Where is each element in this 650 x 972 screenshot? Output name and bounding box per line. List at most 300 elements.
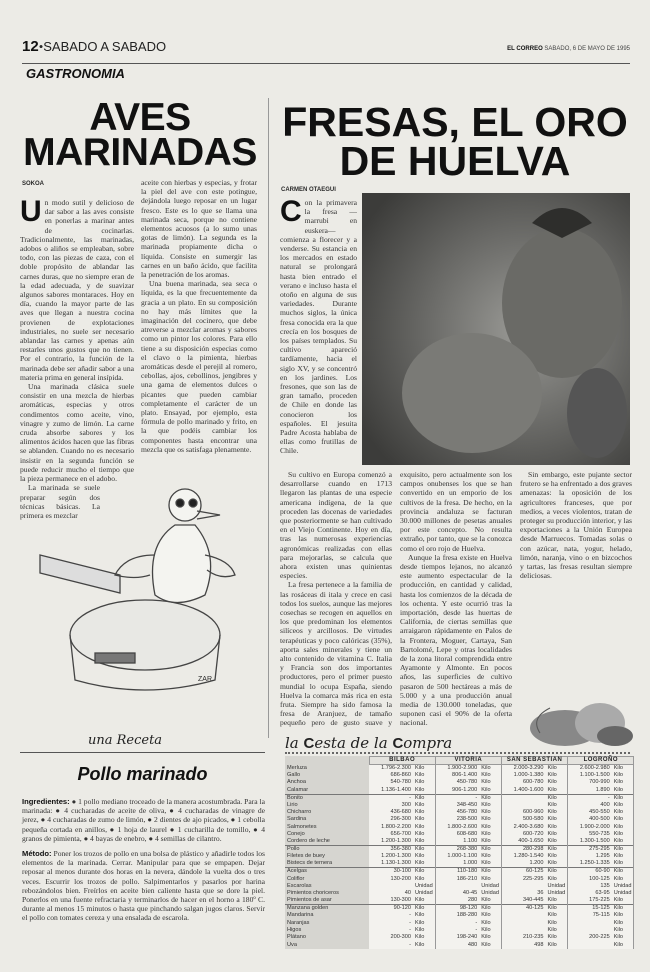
price-cell: 1.890	[568, 787, 612, 795]
unit-cell: Kilo	[479, 920, 501, 927]
price-cell: 1.900-2.900	[435, 765, 479, 773]
product-name: Conejo	[285, 831, 369, 838]
table-row	[285, 905, 634, 913]
unit-cell: Kilo	[479, 912, 501, 919]
price-cell: 36	[501, 890, 545, 897]
price-cell: 40-125	[501, 905, 545, 913]
price-cell: 280	[435, 897, 479, 905]
price-cell: -	[369, 941, 413, 948]
unit-cell: Kilo	[413, 816, 435, 823]
recipe-method	[22, 849, 265, 923]
unit-cell: Kilo	[545, 860, 567, 868]
unit-cell: Kilo	[545, 934, 567, 941]
headline-line: MARINADAS	[23, 131, 257, 175]
unit-cell: Kilo	[612, 772, 634, 779]
product-name: Manzana golden	[285, 905, 369, 913]
unit-cell: Kilo	[612, 787, 634, 795]
price-cell: 63-95	[568, 890, 612, 897]
unit-cell: Kilo	[479, 846, 501, 854]
product-name: Coliflor	[285, 875, 369, 882]
price-cell	[501, 920, 545, 927]
price-cell: 1.130-1.300	[369, 860, 413, 868]
price-cell: 480	[435, 941, 479, 948]
unit-cell: Kilo	[413, 765, 435, 773]
price-cell	[568, 920, 612, 927]
price-cell: 806-1.400	[435, 772, 479, 779]
unit-cell: Unidad	[545, 883, 567, 890]
price-cell: 356-380	[369, 846, 413, 854]
price-cell: 98-120	[435, 905, 479, 913]
product-name: Higos	[285, 927, 369, 934]
table-row	[285, 875, 634, 882]
price-cell: -	[568, 794, 612, 802]
drop-cap: C	[280, 198, 302, 228]
unit-cell: Kilo	[545, 941, 567, 948]
unit-cell: Kilo	[413, 927, 435, 934]
price-cell: 686-860	[369, 772, 413, 779]
unit-cell: Kilo	[413, 897, 435, 905]
price-cell: 1.300-1.500	[568, 838, 612, 846]
price-cell: 296-300	[369, 816, 413, 823]
price-cell	[501, 912, 545, 919]
price-cell: 210-235	[501, 934, 545, 941]
unit-cell: Kilo	[612, 905, 634, 913]
recipe-ingredients	[22, 797, 265, 843]
unit-cell: Kilo	[545, 816, 567, 823]
unit-cell: Kilo	[612, 794, 634, 802]
price-cell: 1.295	[568, 853, 612, 860]
recipe-body	[22, 797, 265, 923]
table-row	[285, 809, 634, 816]
price-cell: 1.100	[435, 838, 479, 846]
price-cell: 175-225	[568, 897, 612, 905]
price-cell: -	[369, 927, 413, 934]
price-cell: 436-680	[369, 809, 413, 816]
price-cell: 1.800-2.600	[435, 823, 479, 830]
unit-cell: Kilo	[413, 831, 435, 838]
product-name: Uva	[285, 941, 369, 948]
price-cell: 1.100-1.500	[568, 772, 612, 779]
price-cell	[501, 883, 545, 890]
product-name: Mandarina	[285, 912, 369, 919]
subsection-title: GASTRONOMIA	[26, 66, 125, 81]
bullet: •	[38, 39, 44, 54]
unit-cell: Kilo	[545, 868, 567, 876]
unit-cell: Kilo	[545, 897, 567, 905]
method-text: Poner los trozos de pollo en una bolsa de plástico y añadirle todos los elementos de la marinada. Cerrar. Manipular para que se empapen. Dejar reposar al menos durante dos horas en la nevera, dándole la vuelta dos o tres veces. Escurrir los trozos de pollo. Salpimentarlos y pasarlos por harina rebozándolos bien. Freírlos en aceite bien caliente hasta que se dore la piel. Ponerlos en una fuente refractaria y terminarlos de hacer en el horno a 180º C. durante al menos 15 minutos o hasta que pinchando salgan jugos claros. Servir el pollo con tomates cereza y una ensalada de escarola.	[22, 849, 265, 923]
table-row	[285, 779, 634, 786]
unit-cell: Unidad	[413, 890, 435, 897]
price-cell: 400-500	[568, 816, 612, 823]
unit-cell: Kilo	[612, 912, 634, 919]
city-header: SAN SEBASTIAN	[501, 757, 567, 765]
product-name: Pimientos de asar	[285, 897, 369, 905]
paragraph: La marinada se suele preparar según dos técnicas básicas. La primera es mezclar	[20, 483, 100, 520]
product-name: Merluza	[285, 765, 369, 773]
product-name: Anchoa	[285, 779, 369, 786]
table-row	[285, 772, 634, 779]
paragraph: aceite con hierbas y especias, y frotar la piel del ave con este potingue, dejándola luego reposar en un lugar fresco. Este es lo que se llama una marinada seca, porque no contiene elementos acuosos (a lo sumo unas gotas de limón). La segunda es la marinada propiamente dicha o líquida. Consiste en sumergir las carnes en un baño ácido, que facilita la penetración de los aromas.	[141, 178, 257, 280]
unit-cell: Kilo	[612, 823, 634, 830]
table-row	[285, 868, 634, 876]
price-cell: -	[435, 920, 479, 927]
unit-cell: Kilo	[479, 868, 501, 876]
table-row	[285, 897, 634, 905]
unit-cell: Kilo	[612, 934, 634, 941]
unit-cell: Kilo	[545, 875, 567, 882]
divider	[20, 752, 265, 753]
title-part: esta de la	[314, 734, 393, 752]
unit-cell: Kilo	[612, 838, 634, 846]
price-cell	[568, 941, 612, 948]
unit-cell: Kilo	[413, 787, 435, 795]
price-cell: 60-125	[501, 868, 545, 876]
price-cell	[369, 883, 413, 890]
product-name: Naranjas	[285, 920, 369, 927]
price-cell: 1.800-2.200	[369, 823, 413, 830]
product-name: Pimientos choriceros	[285, 890, 369, 897]
price-cell: 60-90	[568, 868, 612, 876]
unit-cell: Kilo	[413, 860, 435, 868]
vegetables-illustration	[520, 688, 635, 750]
price-cell: 600-720	[501, 831, 545, 838]
unit-cell: Kilo	[545, 927, 567, 934]
table-row	[285, 860, 634, 868]
product-name: Chicharro	[285, 809, 369, 816]
table-row	[285, 816, 634, 823]
product-name: Bonito	[285, 794, 369, 802]
unit-cell: Kilo	[479, 779, 501, 786]
unit-cell: Kilo	[413, 868, 435, 876]
product-name: Sardina	[285, 816, 369, 823]
price-cell: 135	[568, 883, 612, 890]
price-cell: 225-295	[501, 875, 545, 882]
unit-cell: Kilo	[612, 809, 634, 816]
unit-cell: Kilo	[479, 875, 501, 882]
product-name: Escarolas	[285, 883, 369, 890]
unit-cell: Kilo	[413, 772, 435, 779]
unit-cell: Kilo	[545, 838, 567, 846]
unit-cell: Kilo	[413, 934, 435, 941]
unit-cell: Kilo	[612, 920, 634, 927]
table-row	[285, 934, 634, 941]
unit-cell: Kilo	[479, 941, 501, 948]
price-cell: 1.280-1.540	[501, 853, 545, 860]
price-cell: 200-300	[369, 934, 413, 941]
city-header: LOGROÑO	[568, 757, 634, 765]
price-cell: 600-960	[501, 809, 545, 816]
price-table-wrap	[285, 756, 634, 949]
price-cell: 1.400-1.600	[501, 787, 545, 795]
unit-cell: Kilo	[612, 860, 634, 868]
table-row	[285, 853, 634, 860]
price-cell: 110-180	[435, 868, 479, 876]
price-cell: 268-380	[435, 846, 479, 854]
unit-cell: Kilo	[612, 897, 634, 905]
paragraph: n modo sutil y delicioso de dar sabor a las aves consiste en ponerlas a marinar antes de cocinarlas. Tradicionalmente, las marinadas, adobos o aliños se empleaban, sobre todo, con las piezas de caza, con el doble propósito de ablandar las carnes duras, que no siempre eran de la edad adecuada, y de suavizar algunos sabores montaraces. Hoy en día, cuando la mayor parte de las aves que llegan a nuestra cocina provienen de explotaciones industriales, no suele ser necesario ablandar las carnes y apenas aún restarles unos gustos que no tienen. Por el contrario, la función de la marinada debe ser añadir sabor a una materia prima en general insípida.	[20, 198, 134, 382]
unit-cell: Kilo	[413, 846, 435, 854]
price-cell: 400	[568, 802, 612, 809]
unit-cell: Kilo	[612, 816, 634, 823]
table-body	[285, 765, 634, 949]
unit-cell: Kilo	[612, 927, 634, 934]
strawberry-photo	[362, 193, 630, 465]
unit-cell: Kilo	[479, 897, 501, 905]
city-header: BILBAO	[369, 757, 435, 765]
product-name: Pollo	[285, 846, 369, 854]
price-cell: 1.796-2.300	[369, 765, 413, 773]
unit-cell: Kilo	[545, 802, 567, 809]
unit-cell: Kilo	[612, 779, 634, 786]
price-cell	[501, 927, 545, 934]
unit-cell: Unidad	[612, 883, 634, 890]
price-cell	[501, 802, 545, 809]
paragraph: Su cultivo en Europa comenzó a desarrollarse cuando en 1713 llegaron las plantas de una especie americana indígena, de la que proceden las docenas de variedades que posteriormente se han cultivado en el Viejo Continente. Hoy en día, tras las numerosas experiencias agronómicas realizadas con ellas para mejorarlas, se calcula que ahora existen unas quinientas especies.	[280, 470, 392, 581]
product-name: Salmonetes	[285, 823, 369, 830]
price-cell: 450-550	[568, 809, 612, 816]
price-cell: 1.250-1.335	[568, 860, 612, 868]
unit-cell: Kilo	[479, 838, 501, 846]
table-row	[285, 823, 634, 830]
unit-cell: Kilo	[612, 846, 634, 854]
unit-cell: Unidad	[479, 883, 501, 890]
table-row	[285, 838, 634, 846]
unit-cell: Kilo	[413, 905, 435, 913]
price-cell: 1.200-1.300	[369, 838, 413, 846]
price-cell: 1.200	[501, 860, 545, 868]
title-part: ompra	[403, 734, 453, 752]
unit-cell: Kilo	[479, 927, 501, 934]
price-cell: 200-225	[568, 934, 612, 941]
city-header: VITORIA	[435, 757, 501, 765]
issue-date: SABADO, 6 DE MAYO DE 1995	[544, 46, 630, 52]
unit-cell: Unidad	[413, 883, 435, 890]
paragraph: Sin embargo, este pujante sector frutero se ha enfrentado a dos graves amenazas: la oposición de los agricultores franceses, que por medios, a veces violentos, tratan de proteger su producción interior, y las exportaciones a la Unión Europea desde Marruecos. Tomadas solas o con azúcar, nata, yogur, helado, limón, naranja, vino o en bizcochos y tartas, las fresas resultan siempre deliciosas.	[520, 470, 632, 581]
aves-headline	[20, 96, 260, 175]
paragraph: Aunque la fresa existe en Huelva desde tiempos lejanos, no alcanzó este aumento espectacular de la producción, en cantidad y calidad, hasta los comienzos de la década de los ochenta. Y este ocurrió tras la importación, desde las huertas de California, de ciertas semillas que arraigaron rápidamente en Palos de la Frontera, Moguer, Cartaya, San Bartolomé, Lepe y otras localidades de la zona litoral comprendida entre Ayamonte y Almonte. En pocos años, las superficies de cultivo pasaron de 500 hectáreas a más de 5.000 y a una producción anual media de 130.000 toneladas, que suponen casi el 90% de la oferta nacional.	[400, 552, 512, 728]
table-row	[285, 890, 634, 897]
headline-line: DE HUELVA	[339, 137, 571, 184]
section-name: SABADO A SABADO	[43, 39, 167, 54]
headline-line: FRESAS, EL ORO	[282, 99, 628, 145]
unit-cell: Kilo	[545, 809, 567, 816]
receta-kicker: una Receta	[88, 733, 163, 748]
unit-cell: Kilo	[479, 823, 501, 830]
unit-cell: Kilo	[479, 905, 501, 913]
price-cell	[435, 883, 479, 890]
unit-cell: Kilo	[413, 875, 435, 882]
table-row	[285, 941, 634, 948]
title-part: la	[285, 734, 304, 752]
unit-cell: Kilo	[413, 838, 435, 846]
byline: CARMEN OTAEGUI	[281, 187, 336, 193]
table-row	[285, 802, 634, 809]
product-name: Plátano	[285, 934, 369, 941]
masthead-date	[507, 46, 630, 52]
unit-cell: Kilo	[479, 853, 501, 860]
unit-cell: Kilo	[612, 802, 634, 809]
unit-cell: Kilo	[413, 823, 435, 830]
unit-cell: Kilo	[479, 831, 501, 838]
byline: SOKOA	[22, 181, 45, 187]
table-row	[285, 787, 634, 795]
price-cell: 600-780	[501, 779, 545, 786]
table-row	[285, 794, 634, 802]
unit-cell: Kilo	[479, 816, 501, 823]
unit-cell: Kilo	[413, 802, 435, 809]
price-cell: 450-780	[435, 779, 479, 786]
unit-cell: Kilo	[413, 912, 435, 919]
price-cell: 2.400-3.680	[501, 823, 545, 830]
unit-cell: Unidad	[545, 890, 567, 897]
price-cell: 30-100	[369, 868, 413, 876]
drop-cap: U	[20, 198, 42, 228]
table-row	[285, 883, 634, 890]
cesta-title	[285, 734, 452, 752]
price-cell: 608-680	[435, 831, 479, 838]
unit-cell: Kilo	[545, 794, 567, 802]
price-cell: 700-990	[568, 779, 612, 786]
price-cell: 498	[501, 941, 545, 948]
unit-cell: Kilo	[479, 802, 501, 809]
price-cell: 188-280	[435, 912, 479, 919]
unit-cell: Kilo	[413, 853, 435, 860]
price-cell: 340-445	[501, 897, 545, 905]
price-cell: 1.136-1.400	[369, 787, 413, 795]
price-cell: -	[435, 927, 479, 934]
unit-cell: Kilo	[479, 765, 501, 773]
price-cell: 40	[369, 890, 413, 897]
unit-cell: Kilo	[545, 787, 567, 795]
page-number: 12	[22, 38, 39, 55]
paragraph: La fresa pertenece a la familia de las rosáceas di itala y crece en casi todos los suelos, aunque las mejores cosechas se recogen en aquellos en los que predominan los elementos silíceos y arcillosos. De virtudes terapéuticas y poco calóricas (35%), aporta sales minerales y tiene un alto contenido de vitamina C. Italia y Francia son dos importantes productores, pero el primer puesto mundial lo ocupa España, siendo Huelva la comarca más rica en esta fruta. Siempre ha sido famosa la fresa de Aranjuez, de tamaño pequeño pero de gusto suave y exquisito, pero actualmente son los campos onubenses los que se han convertido en un emporio de los cultivos de la fresa. De hecho, en la provincia andaluza se facturan 30.000 millones de pesetas anuales por este concepto. No resulta extraño, por tanto, que se la conozca como el oro rojo de Huelva.	[280, 470, 512, 728]
paragraph: Una marinada clásica suele consistir en una mezcla de hierbas aromáticas, especias y otros condimentos como aceite, vino, vinagre y zumo de limón. La carne cruda absorbe sabores y los alimentos ácidos hacen que las fibras se ablanden. Cuando no es necesario insistir en la segunda función se puede reducir mucho el tiempo que la pieza permanece en el adobo.	[20, 382, 134, 484]
price-cell: 550-735	[568, 831, 612, 838]
price-cell: 75-115	[568, 912, 612, 919]
bird-pot-illustration	[25, 485, 260, 695]
table-row	[285, 765, 634, 773]
product-name: Gallo	[285, 772, 369, 779]
unit-cell: Kilo	[612, 868, 634, 876]
unit-cell: Kilo	[479, 772, 501, 779]
price-cell: 238-500	[435, 816, 479, 823]
table-row	[285, 846, 634, 854]
product-name: Cordero de leche	[285, 838, 369, 846]
product-name: Lirio	[285, 802, 369, 809]
unit-cell: Kilo	[545, 920, 567, 927]
price-cell: 1.000	[435, 860, 479, 868]
unit-cell: Kilo	[479, 860, 501, 868]
unit-cell: Kilo	[545, 823, 567, 830]
product-name: Filetes de buey	[285, 853, 369, 860]
illustration-signature: ZAR.	[198, 676, 214, 683]
price-cell: 1.000-1.380	[501, 772, 545, 779]
price-cell: 198-240	[435, 934, 479, 941]
price-cell: 1.000-1.100	[435, 853, 479, 860]
table-row	[285, 920, 634, 927]
price-cell: 300	[369, 802, 413, 809]
unit-cell: Kilo	[413, 941, 435, 948]
price-cell: 280-298	[501, 846, 545, 854]
price-cell: 456-780	[435, 809, 479, 816]
price-cell: 40-45	[435, 890, 479, 897]
corner-cell	[285, 757, 369, 765]
price-cell: 130-300	[369, 897, 413, 905]
unit-cell: Kilo	[479, 787, 501, 795]
price-cell: 15-125	[568, 905, 612, 913]
aves-column-2	[141, 178, 257, 478]
price-cell: 1.900-2.000	[568, 823, 612, 830]
fresas-column-1	[280, 198, 357, 468]
unit-cell: Kilo	[545, 831, 567, 838]
price-cell: 906-1.200	[435, 787, 479, 795]
price-cell: 1.200-1.300	[369, 853, 413, 860]
unit-cell: Kilo	[612, 941, 634, 948]
price-cell: 90-120	[369, 905, 413, 913]
price-cell: 500-580	[501, 816, 545, 823]
price-cell: 186-210	[435, 875, 479, 882]
price-cell: 348-450	[435, 802, 479, 809]
column-rule	[268, 98, 269, 738]
price-cell: 2.000-3.290	[501, 765, 545, 773]
unit-cell: Unidad	[612, 890, 634, 897]
unit-cell: Kilo	[612, 853, 634, 860]
recipe-title: Pollo marinado	[77, 764, 208, 784]
product-name: Bistecs de ternera	[285, 860, 369, 868]
unit-cell: Kilo	[545, 912, 567, 919]
price-cell: 400-1.650	[501, 838, 545, 846]
fresas-headline	[275, 99, 635, 184]
unit-cell: Kilo	[413, 920, 435, 927]
table-row	[285, 912, 634, 919]
unit-cell: Kilo	[545, 905, 567, 913]
paragraph: on la primavera la fresa —marrubi en euskera— comienza a florecer y a venderse. Su estancia en los mercados en estado natural se prolongará hasta bien entrado el verano e incluso hasta el otoño en alguna de sus variedades. Durante muchos siglos, la única fresa conocida era la que crecía en los bosques de los países templados. Su cultivo apareció tardíamente, hacia el siglo XV, y se concentró en los jardines. Los fresones, que son las de gran tamaño, proceden de Chile en donde las conocieron los españoles. El jesuita Padre Acosta hablaba de ellas como frutillas de Chile.	[280, 198, 357, 456]
unit-cell: Unidad	[479, 890, 501, 897]
product-name: Calamar	[285, 787, 369, 795]
aves-column-1	[20, 198, 134, 523]
unit-cell: Kilo	[612, 831, 634, 838]
paragraph: Una buena marinada, sea seca o líquida, es la que frecuentemente da gracia a un plato. En su composición no hay más límites que la imaginación del cocinero, que debe atreverse a mezclar aromas y sabores como un pintor los colores. Para ello tiene a su disposición especias como el clavo o la pimienta, hierbas aromáticas desde el perejil al romero, cebollas, ajos, cebollinos, jengibres y una gama de elementos dulces o picantes que pueden cambiar completamente el carácter de un plato. Ensayad, por ejemplo, esta fórmula de pollo marinado y frito, en la que podéis cambiar los componentes hasta encontrar una mezcla que os satisfaga plenamente.	[141, 279, 257, 454]
price-cell	[568, 927, 612, 934]
unit-cell: Kilo	[479, 934, 501, 941]
unit-cell: Kilo	[479, 809, 501, 816]
price-cell: -	[369, 794, 413, 802]
table-row	[285, 927, 634, 934]
price-cell: 540-780	[369, 779, 413, 786]
title-part: C	[392, 735, 404, 752]
price-cell: 100-125	[568, 875, 612, 882]
page-header	[22, 38, 630, 64]
headline-line: AVES	[89, 96, 191, 139]
unit-cell: Kilo	[545, 853, 567, 860]
price-cell: -	[369, 912, 413, 919]
unit-cell: Kilo	[612, 875, 634, 882]
title-part: C	[303, 735, 315, 752]
dotted-divider	[285, 752, 630, 754]
ingredients-label: Ingredientes:	[22, 797, 70, 806]
unit-cell: Kilo	[545, 779, 567, 786]
method-label: Método:	[22, 849, 52, 859]
price-cell: 656-700	[369, 831, 413, 838]
unit-cell: Kilo	[545, 765, 567, 773]
ingredients-text: ● 1 pollo mediano troceado de la manera acostumbrada. Para la marinada: ● 4 cucharadas de aceite de oliva, ● 4 cucharadas de vinagre de jerez, ● 4 cucharadas de zumo de limón, ● 2 dientes de ajo picados, ● 1 cebolla pequeña cortada en anillos, ● 1 hoja de laurel ● 1 cucharilla de tomillo, ● 4 granos de pimienta, ● 4 bayas de enebro, ● 4 semillas de cilantro.	[22, 797, 265, 843]
price-cell: 275-295	[568, 846, 612, 854]
unit-cell: Kilo	[545, 772, 567, 779]
unit-cell: Kilo	[413, 794, 435, 802]
price-cell: 130-200	[369, 875, 413, 882]
unit-cell: Kilo	[545, 846, 567, 854]
unit-cell: Kilo	[413, 779, 435, 786]
